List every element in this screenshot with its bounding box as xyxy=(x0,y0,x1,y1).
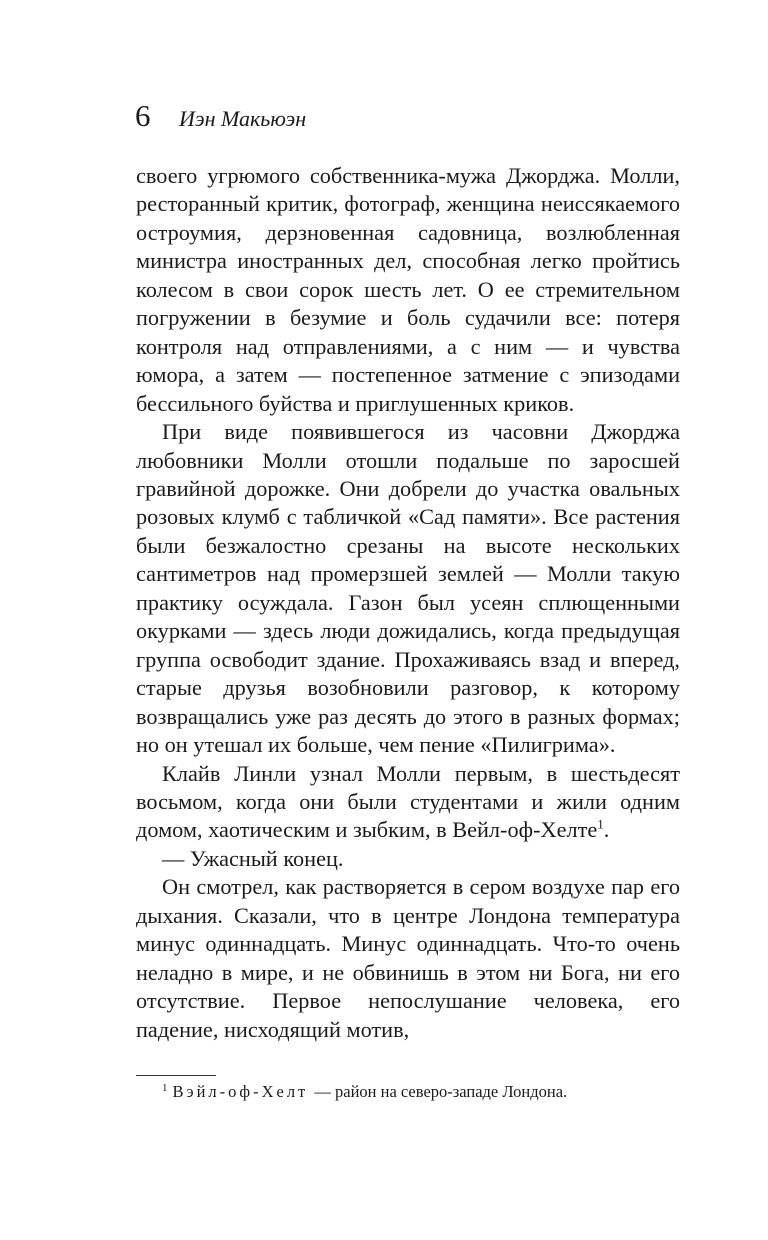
footnote xyxy=(162,1080,682,1104)
paragraph: своего угрюмого собственника-мужа Джорджа. Молли, ресторанный критик, фотограф, женщина неиссякаемого остроумия, дерзновенная садовница, возлюбленная министра иностранных дел, способная легко пройтись колесом в свои сорок шесть лет. О ее стремительном погружении в безумие и боль судачили все: потеря контроля над отправлениями, а с ним — и чувства юмора, а затем — постепенное затмение с эпизодами бессильного буйства и приглушенных криков. xyxy=(136,163,680,416)
dialogue-line: — Ужасный конец. xyxy=(162,845,344,871)
footnote-reference: 1 xyxy=(597,817,604,832)
running-head xyxy=(135,96,306,139)
paragraph: Он смотрел, как растворяется в сером воздухе пар его дыхания. Сказали, что в центре Лондона температура минус одиннадцать. Минус одиннадцать. Что-то очень неладно в мире, и не обвинишь в этом ни Бога, ни его отсутствие. Первое непослушание человека, его падение, нисходящий мотив, xyxy=(136,874,680,1042)
footnote-number: 1 xyxy=(162,1081,168,1094)
page-number: 6 xyxy=(135,98,151,133)
running-head-author: Иэн Макьюэн xyxy=(179,106,307,131)
footnote-divider xyxy=(136,1075,216,1076)
footnote-dash: — xyxy=(310,1082,336,1101)
paragraph: При виде появившегося из часовни Джорджа любовники Молли отошли подальше по заросшей гравийной дорожке. Они добрели до участка овальных розовых клумб с табличкой «Сад памяти». Все растения были безжалостно срезаны на высоте нескольких сантиметров над промерзшей землей — Молли такую практику осуждала. Газон был усеян сплющенными окурками — здесь люди дожидались, когда предыдущая группа освободит здание. Прохаживаясь взад и вперед, старые друзья возобновили разговор, к которому возвращались уже раз десять до этого в разных формах; но он утешал их больше, чем пение «Пилигрима». xyxy=(136,419,680,758)
paragraph: Клайв Линли узнал Молли первым, в шестьдесят восьмом, когда они были студентами и жили одним домом, хаотическим и зыбким, в Вейл-оф-Хелте$^1$. xyxy=(136,760,680,843)
footnote-explanation: район на северо-западе Лондона. xyxy=(335,1082,568,1101)
body-text xyxy=(136,162,680,1044)
footnote-term: Вэйл-оф-Хелт xyxy=(172,1082,309,1101)
